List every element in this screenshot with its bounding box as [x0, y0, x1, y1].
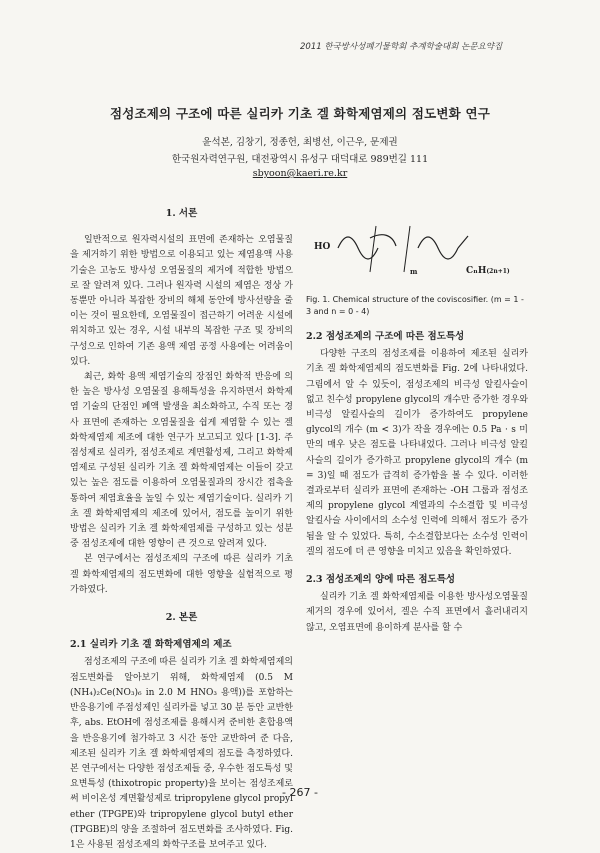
fig-label-alkyl-chain	[466, 264, 510, 279]
author-email: sbyoon@kaeri.re.kr	[252, 168, 348, 179]
subsection-2-1-paragraph: 점성조제의 구조에 따른 실리카 기초 겔 화학제염제의 점도변화를 알아보기 위해, 화학제염제 (0.5 M (NH₄)₂Ce(NO₃)₆ in 2.0 M HNO₃ 용액))를 포함하는 반응용기에 주점성제인 실리카를 넣고 30 분 동안 교반한 후, abs. EtOH에 점성조제를 용해시켜 준비한 혼합용액을 반응용기에 첨가하고 3 시간 동안 교반하여 준 다음, 제조된 실리카 기초 겔 화학제염제의 점도를 측정하였다. 본 연구에서는 다양한 점성조제들 중, 우수한 점도특성 및 요변특성 (thixotropic property)을 보이는 점성조제로써 비이온성 계면활성제로 tripropylene glycol propyl ether (TPGPE)와 tripropylene glycol butyl ether (TPGBE)의 양을 조절하여 점도변화를 조사하였다. Fig. 1은 사용된 점성조제의 화학구조를 보여주고 있다.	[70, 657, 293, 850]
affiliation: 한국원자력연구원, 대전광역시 유성구 대덕대로 989번길 111	[171, 154, 429, 165]
intro-paragraph-3: 본 연구에서는 점성조제의 구조에 따른 실리카 기초 겔 화학제염제의 점도변화에 대한 영향을 실험적으로 평가하였다.	[70, 554, 293, 595]
section-heading-intro: 1. 서론	[165, 208, 198, 219]
figure-1-caption: Fig. 1. Chemical structure of the coviscosifier. (m = 1 - 3 and n = 0 - 4)	[306, 295, 524, 316]
fig-label-hydroxyl: HO	[314, 242, 331, 252]
page-number: - 267 -	[282, 786, 318, 799]
fig-label-alkyl-subscript: (2n+1)	[486, 268, 510, 275]
subsection-2-2-paragraph: 다양한 구조의 점성조제를 이용하여 제조된 실리카 기초 겔 화학제염제의 점도변화를 Fig. 2에 나타내었다. 그림에서 알 수 있듯이, 점성조제의 비극성 알킬사슬이 없고 친수성 propylene glycol의 개수만 증가한 경우와 비극성 알킬사슬의 길이가 증가하여도 propylene glycol의 개수 (m < 3)가 작을 경우에는 0.5 Pa · s 미만의 매우 낮은 점도를 나타내었다. 그러나 비극성 알킬사슬의 길이가 증가하고 propylene glycol의 개수 (m = 3)일 때 점도가 급격히 증가함을 볼 수 있다. 이러한 결과로부터 실리카 표면에 존재하는 -OH 그룹과 점성조제의 propylene glycol 계열과의 수소결합 및 비극성 알킬사슬 사이에서의 소수성 인력에 의해서 점도가 증가됨을 알 수 있었다. 특히, 수소결합보다는 소수성 인력이 겔의 점도에 더 큰 영향을 미치고 있음을 확인하였다.	[306, 349, 528, 557]
intro-paragraph-1: 일반적으로 원자력시설의 표면에 존재하는 오염물질을 제거하기 위한 방법으로 이용되고 있는 제염용액 사용기술은 고농도 방사성 오염물질의 제거에 적합한 방법으로 잘 알려져 있다. 그러나 원자력 시설의 제염은 정상 가동뿐만 아니라 복잡한 장비의 해체 동안에 방사선량을 줄이는 것이 필요한데, 오염물질이 접근하기 어려운 시설에 위치하고 있는 경우, 시설 내부의 복잡한 구조 및 장비의 구성으로 인하여 기존 용액 제염 공정 사용에는 어려움이 있다.	[70, 235, 293, 367]
paper-title: 점성조제의 구조에 따른 실리카 기초 겔 화학제염제의 점도변화 연구	[109, 106, 491, 121]
subsection-heading-2-2: 2.2 점성조제의 구조에 따른 점도특성	[306, 331, 465, 342]
subsection-2-3-paragraph: 실리카 기초 겔 화학제염제를 이용한 방사성오염물질 제거의 경우에 있어서, 겔은 수직 표면에서 흘러내리지 않고, 오염표면에 용이하게 분사를 할 수	[306, 592, 528, 633]
journal-header: 2011 한국방사성폐기물학회 추계학술대회 논문요약집	[300, 42, 503, 52]
left-column	[70, 206, 293, 853]
author-list: 윤석본, 김창기, 정종헌, 최병선, 이근우, 문제권	[202, 137, 398, 148]
section-heading-body: 2. 본론	[165, 612, 198, 624]
subsection-heading-2-1: 2.1 실리카 기초 겔 화학제염제의 제조	[70, 639, 232, 651]
intro-paragraph-2: 최근, 화학 용액 제염기술의 장점인 화학적 반응에 의한 높은 방사성 오염물질 용해특성을 유지하면서 화학제염 기술의 단점인 폐액 발생을 최소화하고, 수직 또는 경사 표면에 존재하는 오염물질을 쉽게 제염할 수 있는 겔 화학제염제 제조에 대한 연구가 보고되고 있다 [1-3]. 주점성제로 실리카, 점성조제로 계면활성제, 그리고 화학제염제로 구성된 실리카 기초 겔 화학제염제는 이들이 갖고 있는 높은 점도를 이용하여 오염물질과의 장시간 접촉을 통하여 제염효율을 높일 수 있는 제염기술이다. 실리카 기초 겔 화학제염제의 제조에 있어서, 점도를 높이기 위한 방법은 실리카 기초 겔 화학제염제를 구성하고 있는 성분 중 점성조제에 대한 영향이 큰 것으로 알려져 있다.	[70, 372, 293, 550]
fig-label-alkyl-main: CₙH	[466, 266, 487, 276]
right-column	[306, 196, 528, 636]
fig-label-repeat-m: m	[410, 267, 418, 276]
subsection-heading-2-3: 2.3 점성조제의 양에 따른 점도특성	[306, 574, 456, 586]
figure-1-chemical-structure	[306, 198, 528, 290]
